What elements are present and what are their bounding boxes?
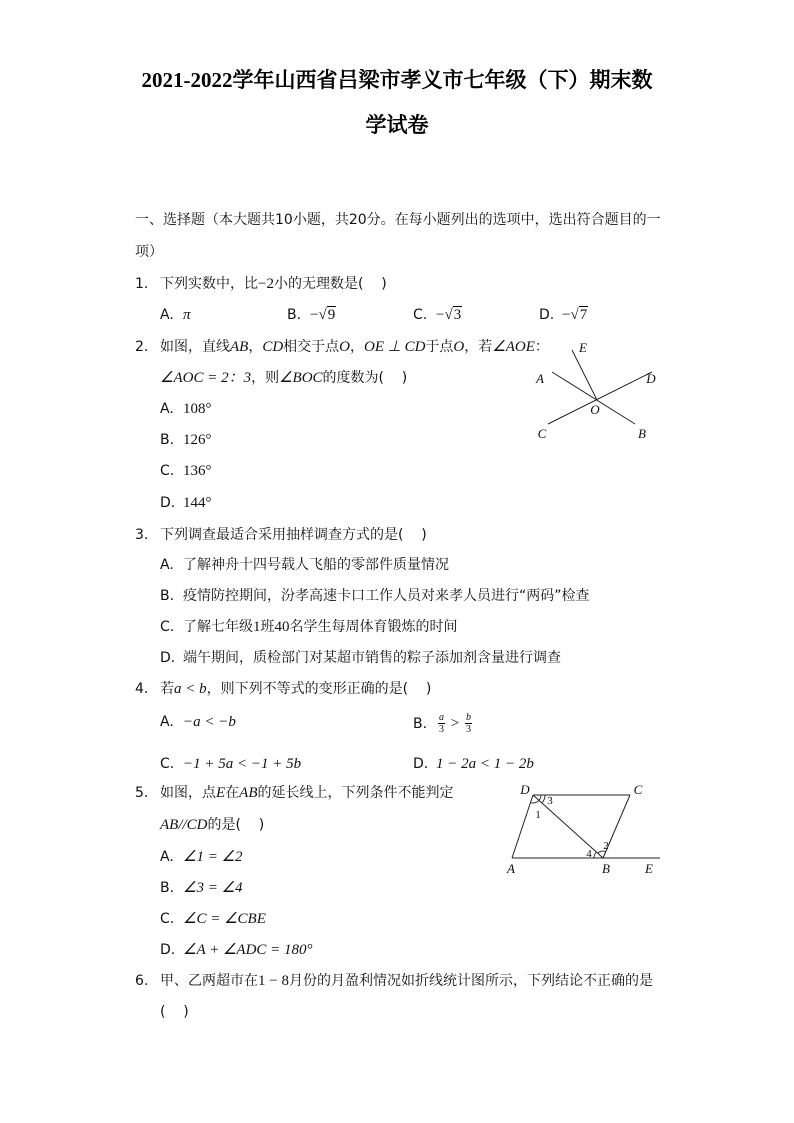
option-value: 126°	[183, 432, 212, 448]
label-d: D	[646, 371, 656, 386]
option-label: B.	[160, 880, 175, 896]
option-label: A.	[160, 714, 174, 730]
label-e: E	[579, 340, 587, 355]
stem-text: 如图，点	[160, 785, 216, 801]
stem-text: 月份的月盈利情况如折线统计图所示，下列结论不正确的是	[288, 973, 653, 989]
stem-text: 相交于点	[283, 339, 340, 355]
q5-option-a	[160, 847, 243, 867]
option-label: A.	[160, 401, 174, 417]
q1-option-a	[160, 305, 191, 325]
q5-option-d	[160, 940, 313, 960]
stem-math: ∠AOC = 2：3	[160, 370, 252, 386]
label-e: E	[645, 861, 653, 876]
label-c: C	[633, 782, 643, 797]
stem-text: 于点	[425, 339, 454, 355]
option-value: 108°	[183, 401, 212, 417]
option-label: B.	[160, 432, 175, 448]
angle-arc	[594, 852, 596, 858]
stem-math: AB//CD	[160, 817, 208, 833]
option-value: π	[183, 307, 191, 323]
option-label: D.	[539, 307, 555, 323]
stem-text: 如图，直线	[160, 339, 230, 355]
segment-db	[533, 795, 603, 858]
option-value: ∠C = ∠CBE	[183, 911, 266, 927]
option-value: −a < −b	[183, 714, 236, 730]
q3-option-b	[160, 586, 590, 606]
option-value: 端午期间，质检部门对某超市销售的粽子添加剂含量进行调查	[183, 650, 561, 666]
label-b: B	[638, 426, 646, 441]
option-value: 疫情防控期间，汾孝高速卡口工作人员对来孝人员进行“两码”检查	[183, 588, 590, 604]
q5-option-b	[160, 878, 243, 898]
stem-text: 的是( )	[207, 817, 265, 833]
option-label: D.	[160, 650, 176, 666]
option-value-prefix: −√	[436, 307, 453, 323]
question-number: 1.	[135, 276, 149, 292]
option-radicand: 7	[579, 307, 588, 323]
label-d: D	[520, 782, 530, 797]
option-label: A.	[160, 849, 174, 865]
stem-text: 小的无理数是( )	[273, 276, 387, 292]
label-b: B	[602, 861, 610, 876]
fraction	[438, 712, 445, 735]
q1-option-d	[539, 305, 588, 325]
angle-arc	[542, 795, 545, 803]
exam-title-line2: 学试卷	[365, 113, 429, 137]
question-3-stem: 下列调查最适合采用抽样调查方式的是( )	[160, 527, 427, 543]
option-label: D.	[413, 756, 429, 772]
option-value: ∠3 = ∠4	[183, 880, 243, 896]
stem-text: ，	[248, 339, 263, 355]
stem-text: 在	[225, 785, 240, 801]
stem-text: 下列实数中，比	[160, 276, 258, 292]
q2-option-d	[160, 493, 212, 513]
q2-option-a	[160, 399, 212, 419]
question-4-stem	[160, 679, 431, 699]
option-value: −1 + 5a < −1 + 5b	[183, 756, 302, 772]
option-text: 班	[260, 619, 275, 635]
stem-text: ，	[350, 339, 365, 355]
stem-math: ∠AOE	[492, 339, 535, 355]
option-value: ∠A + ∠ADC = 180°	[183, 942, 313, 958]
question-number: 5.	[135, 785, 149, 801]
label-c: C	[537, 426, 547, 441]
question-number: 2.	[135, 339, 149, 355]
numerator: a	[439, 712, 444, 723]
stem-math: CD	[262, 339, 284, 355]
q4-option-c	[160, 754, 301, 774]
stem-math: a < b	[174, 681, 207, 697]
question-1-stem	[160, 274, 387, 294]
exam-title-line1: 2021-2022学年山西省吕梁市孝义市七年级（下）期末数	[141, 68, 653, 92]
stem-text: 的度数为( )	[322, 370, 408, 386]
q3-option-d	[160, 648, 561, 668]
stem-text: ，则下列不等式的变形正确的是( )	[206, 681, 432, 697]
question-number: 4.	[135, 681, 149, 697]
stem-math: O	[453, 339, 465, 355]
option-value: ∠1 = ∠2	[183, 849, 243, 865]
question-6-stem-line2: ( )	[160, 1004, 189, 1020]
option-label: A.	[160, 557, 174, 573]
q4-option-a	[160, 712, 236, 732]
stem-math: ∠BOC	[279, 370, 323, 386]
option-value: 1 − 2a < 1 − 2b	[436, 756, 534, 772]
option-value: 136°	[183, 463, 212, 479]
section-heading-line2: 项）	[135, 244, 163, 260]
option-text: 名学生每周体育锻炼的时间	[289, 619, 458, 635]
angle-label-3: 3	[547, 795, 553, 807]
option-value: 144°	[183, 495, 212, 511]
q4-option-b	[413, 712, 474, 735]
q2-option-c	[160, 461, 212, 481]
segment-ad	[512, 795, 533, 858]
option-radicand: 9	[327, 307, 336, 323]
question-2-stem-line1	[160, 337, 549, 357]
option-label: B.	[287, 307, 302, 323]
label-a: A	[536, 371, 544, 386]
stem-text: ，则	[251, 370, 280, 386]
stem-text: 的延长线上，下列条件不能判定	[257, 785, 454, 801]
stem-math: OE ⊥ CD	[364, 339, 426, 355]
stem-math: E	[216, 785, 226, 801]
q3-option-c	[160, 617, 458, 637]
q1-option-c	[413, 305, 462, 325]
question-5-stem-line2	[160, 815, 264, 835]
stem-text: 若	[160, 681, 174, 697]
q3-option-a	[160, 555, 449, 575]
label-o: O	[590, 402, 600, 417]
q5-figure-quadrilateral	[500, 782, 665, 877]
q4-option-d	[413, 754, 534, 774]
numerator: b	[465, 712, 471, 723]
option-label: B.	[160, 588, 175, 604]
stem-math: −2	[258, 276, 274, 292]
option-value-prefix: −√	[310, 307, 327, 323]
option-label: B.	[413, 715, 428, 732]
option-radicand: 3	[453, 307, 462, 323]
stem-math: AB	[230, 339, 249, 355]
option-value-prefix: −√	[562, 307, 579, 323]
question-6-stem-line1	[160, 971, 653, 991]
option-text: 了解七年级	[183, 619, 253, 635]
option-label: D.	[160, 495, 176, 511]
option-label: C.	[160, 619, 175, 635]
option-label: C.	[160, 463, 175, 479]
option-label: C.	[413, 307, 428, 323]
angle-label-1: 1	[535, 809, 541, 821]
option-number: 40	[274, 619, 290, 635]
denominator: 3	[439, 724, 444, 735]
option-label: D.	[160, 942, 176, 958]
fraction	[465, 712, 472, 735]
option-label: A.	[160, 307, 174, 323]
stem-math: O	[339, 339, 351, 355]
stem-math: AB	[239, 785, 258, 801]
inequality-sign: >	[447, 715, 463, 732]
stem-math: 1 − 8	[258, 973, 289, 989]
stem-text: 甲、乙两超市在	[160, 973, 258, 989]
question-5-stem-line1	[160, 783, 454, 803]
option-label: C.	[160, 756, 175, 772]
option-number: 1	[253, 619, 261, 635]
stem-text: ，若	[464, 339, 493, 355]
angle-label-2: 2	[603, 840, 609, 852]
q1-option-b	[287, 305, 336, 325]
question-number: 3.	[135, 527, 149, 543]
denominator: 3	[465, 724, 471, 735]
option-value: 了解神舟十四号载人飞船的零部件质量情况	[183, 557, 449, 573]
q2-figure-intersecting-lines	[525, 335, 670, 445]
option-label: C.	[160, 911, 175, 927]
question-number: 6.	[135, 973, 149, 989]
q2-option-b	[160, 430, 212, 450]
label-a: A	[507, 861, 515, 876]
stem-text: ：	[534, 339, 549, 355]
angle-label-4: 4	[586, 848, 592, 860]
section-heading-line1: 一、选择题（本大题共10小题，共20分。在每小题列出的选项中，选出符合题目的一	[135, 212, 661, 228]
q5-option-c	[160, 909, 266, 929]
question-2-stem-line2	[160, 368, 407, 388]
